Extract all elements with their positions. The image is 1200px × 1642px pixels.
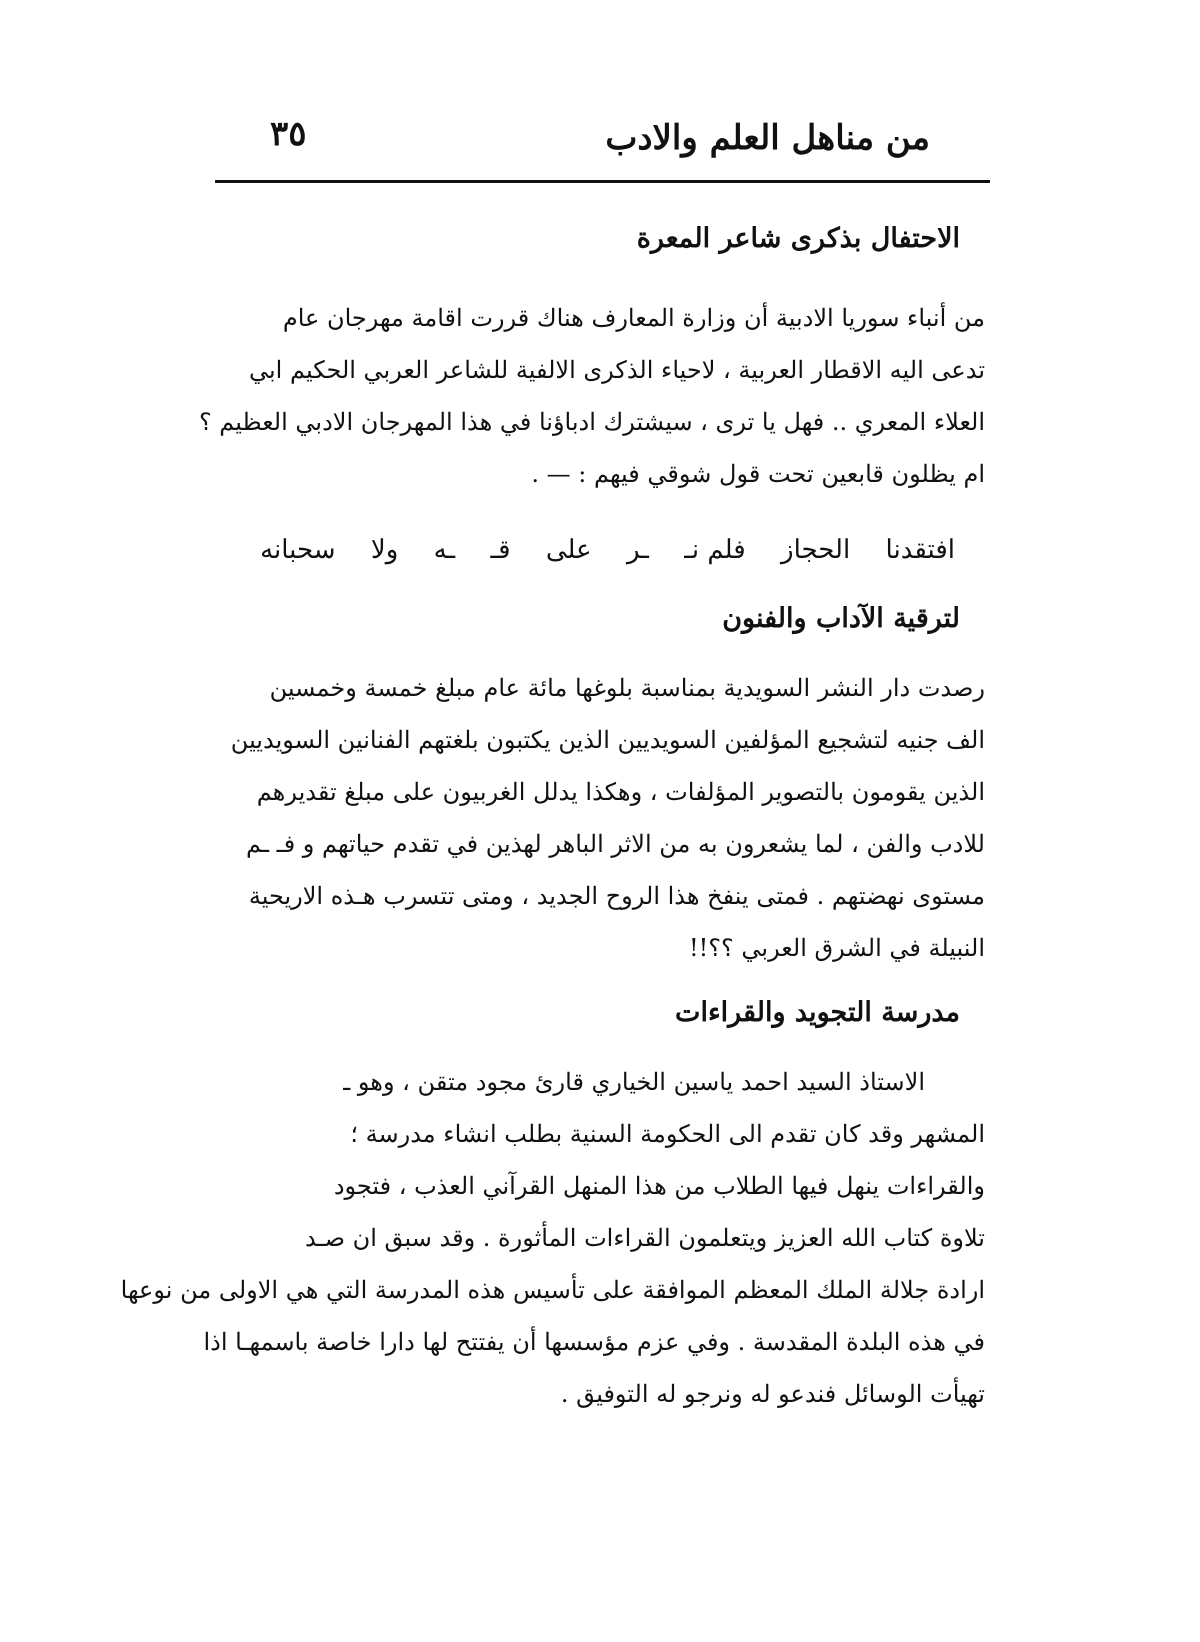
article-paragraph: [230, 662, 985, 974]
verse-word: ـه: [433, 535, 456, 565]
running-title: من مناهل العلم والادب: [605, 118, 930, 158]
text-line: تهيأت الوسائل فندعو له ونرجو له التوفيق .: [560, 1380, 985, 1408]
text-line: الذين يقومون بالتصوير المؤلفات ، وهكذا يدلل الغربيون على مبلغ تقديرهم: [256, 778, 985, 806]
text-line: ام يظلون قابعين تحت قول شوقي فيهم : — .: [531, 460, 985, 488]
article-heading: الاحتفال بذكرى شاعر المعرة: [636, 223, 960, 254]
text-line: ارادة جلالة الملك المعظم الموافقة على تأسيس هذه المدرسة التي هي الاولى من نوعها: [120, 1276, 985, 1304]
article-paragraph: [120, 1056, 985, 1420]
article-paragraph: [198, 292, 985, 500]
verse-word: على: [545, 535, 592, 565]
poem-verse: [260, 520, 955, 580]
text-line: في هذه البلدة المقدسة . وفي عزم مؤسسها أن يفتتح لها دارا خاصة باسمهـا اذا: [203, 1328, 985, 1356]
text-line: المشهر وقد كان تقدم الى الحكومة السنية بطلب انشاء مدرسة ؛: [350, 1120, 985, 1148]
article-heading: لترقية الآداب والفنون: [722, 603, 960, 634]
page-header: [215, 114, 990, 178]
article-heading: مدرسة التجويد والقراءات: [675, 997, 960, 1028]
text-line: الف جنيه لتشجيع المؤلفين السويديين الذين يكتبون بلغتهم الفنانين السويديين: [230, 726, 985, 754]
text-line: تلاوة كتاب الله العزيز ويتعلمون القراءات المأثورة . وقد سبق ان صـد: [304, 1224, 985, 1252]
text-line: الاستاذ السيد احمد ياسين الخياري قارئ مجود متقن ، وهو ـ: [343, 1068, 925, 1096]
text-line: رصدت دار النشر السويدية بمناسبة بلوغها مائة عام مبلغ خمسة وخمسين: [269, 674, 985, 702]
verse-word: ـر: [626, 535, 649, 565]
article-maarri-celebration: [198, 214, 985, 580]
header-divider: [215, 180, 990, 183]
verse-word: افتقدنا: [885, 535, 955, 565]
text-line: النبيلة في الشرق العربي ؟؟!!: [688, 934, 985, 962]
verse-word: ولا: [370, 535, 399, 565]
article-arts-promotion: [230, 594, 985, 974]
verse-word: فلم نـ: [684, 535, 746, 565]
verse-word: الحجاز: [781, 535, 851, 565]
article-tajweed-school: [120, 988, 985, 1420]
page-number: ٣٥: [270, 114, 307, 154]
verse-word: سحبانه: [260, 535, 336, 565]
page-body: [120, 200, 985, 1420]
text-line: مستوى نهضتهم . فمتى ينفخ هذا الروح الجديد ، ومتى تتسرب هـذه الاريحية: [248, 882, 985, 910]
text-line: والقراءات ينهل فيها الطلاب من هذا المنهل القرآني العذب ، فتجود: [333, 1172, 985, 1200]
text-line: للادب والفن ، لما يشعرون به من الاثر الباهر لهذين في تقدم حياتهم و فـ ـم: [246, 830, 985, 858]
text-line: تدعى اليه الاقطار العربية ، لاحياء الذكرى الالفية للشاعر العربي الحكيم ابي: [249, 356, 985, 384]
text-line: من أنباء سوريا الادبية أن وزارة المعارف هناك قررت اقامة مهرجان عام: [282, 304, 985, 332]
text-line: العلاء المعري .. فهل يا ترى ، سيشترك ادباؤنا في هذا المهرجان الادبي العظيم ؟: [198, 408, 985, 436]
verse-word: قـ: [490, 535, 511, 565]
